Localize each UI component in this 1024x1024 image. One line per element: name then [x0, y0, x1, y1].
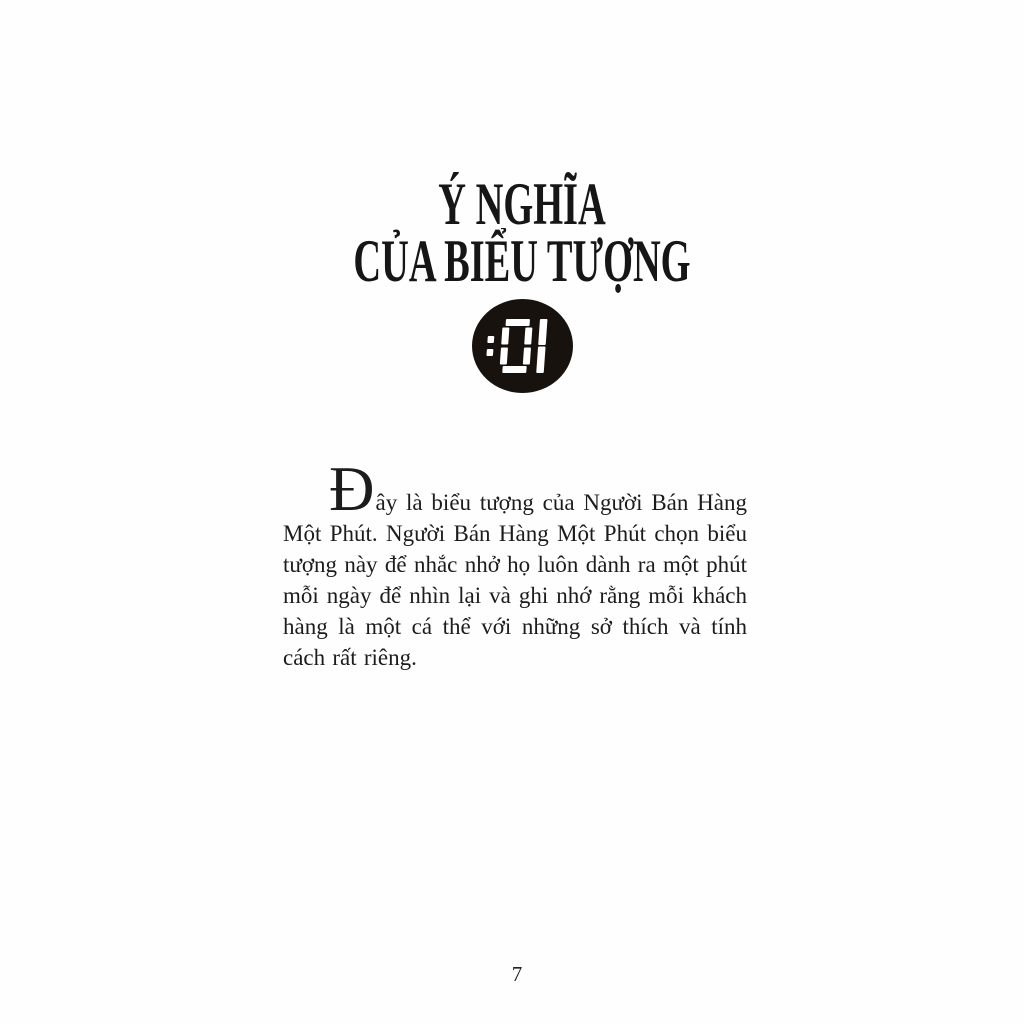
chapter-title-line-1: Ý NGHĨA — [438, 171, 606, 238]
page-number: 7 — [511, 962, 523, 986]
seven-segment-display — [485, 319, 555, 373]
body-paragraph — [283, 454, 747, 673]
drop-cap: Đ — [329, 454, 376, 524]
paragraph-text: ây là biểu tượng của Người Bán Hàng Một Phút. Người Bán Hàng Một Phút chọn biểu tượng này để nhắc nhở họ luôn dành ra một phút mỗi ngày để nhìn lại và ghi nhớ rằng mỗi khách hàng là một cá thể với những sở thích và tính cách rất riêng. — [283, 490, 747, 670]
one-minute-clock-icon — [472, 299, 573, 393]
chapter-title-line-2: CỦA BIỂU TƯỢNG — [353, 228, 691, 295]
chapter-title — [20, 171, 1024, 295]
